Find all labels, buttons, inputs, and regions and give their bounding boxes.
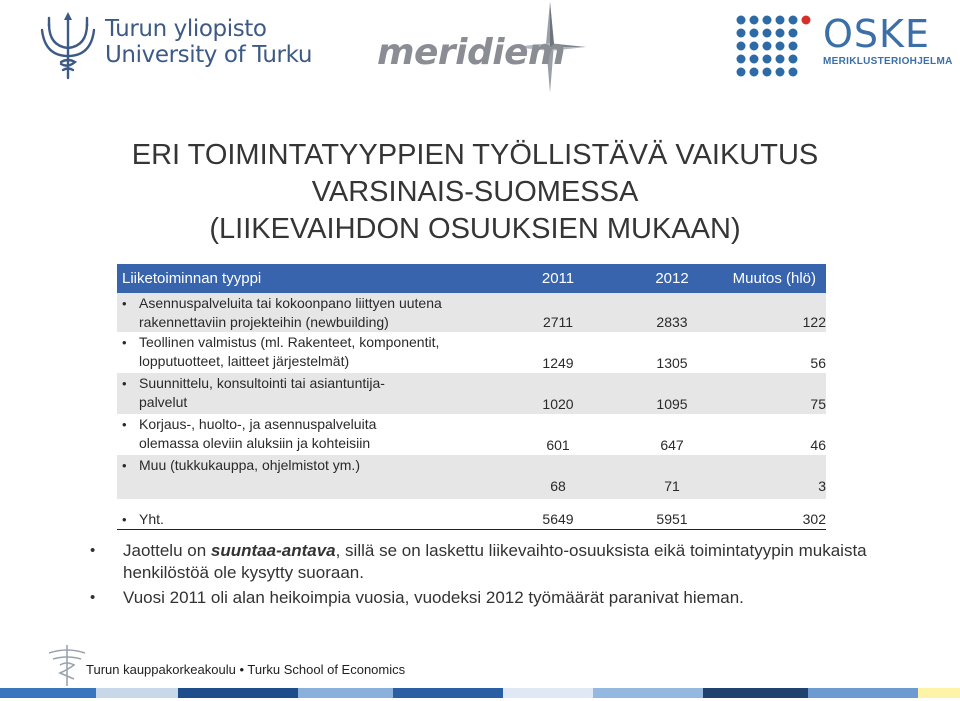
slide-title: [70, 137, 880, 248]
oske-subtitle: MERIKLUSTERIOHJELMA: [823, 56, 953, 67]
value-change: 3: [818, 478, 826, 494]
table-row: [117, 293, 826, 332]
value-2011: 1249: [542, 355, 574, 371]
value-2011: 1020: [542, 396, 574, 412]
row-label: Asennuspalveluita tai kokoonpano liittyen uutena: [139, 295, 442, 311]
notes: [90, 540, 890, 612]
note-1: • Jaottelu on suuntaa-antava, sillä se on laskettu liikevaihto-osuuksista eikä toimintatyypin mukaista henkilöstöä ole kysytty suoraan.: [90, 541, 867, 582]
caduceus-emblem-icon: [45, 643, 89, 687]
title-line-3: (LIIKEVAIHDON OSUUKSIEN MUKAAN): [209, 213, 741, 245]
utu-name-fi: Turun yliopisto: [105, 16, 267, 42]
meridiem-wordmark: meridiem: [377, 32, 566, 73]
total-label: Yht.: [139, 511, 164, 527]
header-change: Muutos (hlö): [732, 270, 816, 287]
footer-color-bar: [0, 688, 960, 698]
value-2011: 601: [546, 437, 570, 453]
header-2012: 2012: [655, 270, 689, 287]
meridiem-logo: [375, 0, 590, 95]
bullet-icon: •: [90, 542, 96, 559]
total-2011: 5649: [542, 511, 574, 527]
table-header: [117, 264, 826, 293]
row-label: Teollinen valmistus (ml. Rakenteet, komponentit,: [139, 334, 440, 350]
value-change: 122: [802, 314, 826, 330]
oske-logo: [735, 12, 953, 84]
university-of-turku-logo: [37, 12, 312, 82]
row-label: palvelut: [139, 394, 188, 410]
row-label: Muu (tukkukauppa, ohjelmistot ym.): [139, 457, 360, 473]
value-change: 75: [810, 396, 826, 412]
title-line-2: VARSINAIS-SUOMESSA: [311, 176, 639, 208]
table-row: [117, 332, 826, 373]
value-2011: 68: [550, 478, 566, 494]
row-label: Suunnittelu, konsultointi tai asiantuntija-: [139, 375, 385, 391]
footer-text: Turun kauppakorkeakoulu • Turku School of Economics: [86, 662, 406, 677]
utu-name-en: University of Turku: [105, 42, 312, 68]
value-2012: 1305: [656, 355, 688, 371]
table-row: [117, 455, 826, 499]
bullet-icon: •: [122, 376, 127, 391]
value-2012: 2833: [656, 314, 688, 330]
value-2011: 2711: [542, 314, 574, 330]
trident-emblem-icon: [37, 12, 99, 80]
oske-wordmark: OSKE: [823, 12, 930, 56]
bullet-icon: •: [122, 458, 127, 473]
value-change: 46: [810, 437, 826, 453]
row-label: lopputuotteet, laitteet järjestelmät): [139, 353, 350, 369]
bullet-icon: •: [122, 417, 127, 432]
row-label: Korjaus-, huolto-, ja asennuspalveluita: [139, 416, 377, 432]
value-2012: 1095: [656, 396, 688, 412]
header-2011: 2011: [541, 270, 575, 287]
bullet-icon: •: [122, 335, 127, 350]
row-label: rakennettaviin projekteihin (newbuilding): [139, 314, 389, 330]
bullet-icon: •: [122, 296, 127, 311]
table-row: [117, 414, 826, 455]
total-2012: 5951: [656, 511, 688, 527]
note-2: • Vuosi 2011 oli alan heikoimpia vuosia, vuodeksi 2012 työmäärät paranivat hieman.: [90, 588, 744, 607]
bullet-icon: •: [122, 512, 127, 527]
header-type: Liiketoiminnan tyyppi: [122, 270, 262, 287]
value-2012: 647: [660, 437, 684, 453]
title-line-1: ERI TOIMINTATYYPPIEN TYÖLLISTÄVÄ VAIKUTUS: [131, 139, 819, 171]
oske-dot-grid-icon: [735, 14, 817, 80]
total-change: 302: [802, 511, 826, 527]
row-label: olemassa oleviin aluksiin ja kohteisiin: [139, 435, 371, 451]
table-row: [117, 373, 826, 414]
value-2012: 71: [664, 478, 680, 494]
bullet-icon: •: [90, 589, 96, 606]
value-change: 56: [810, 355, 826, 371]
emphasis-text: suuntaa-antava: [210, 541, 336, 560]
employment-table: [117, 264, 826, 530]
total-row: [117, 505, 826, 530]
